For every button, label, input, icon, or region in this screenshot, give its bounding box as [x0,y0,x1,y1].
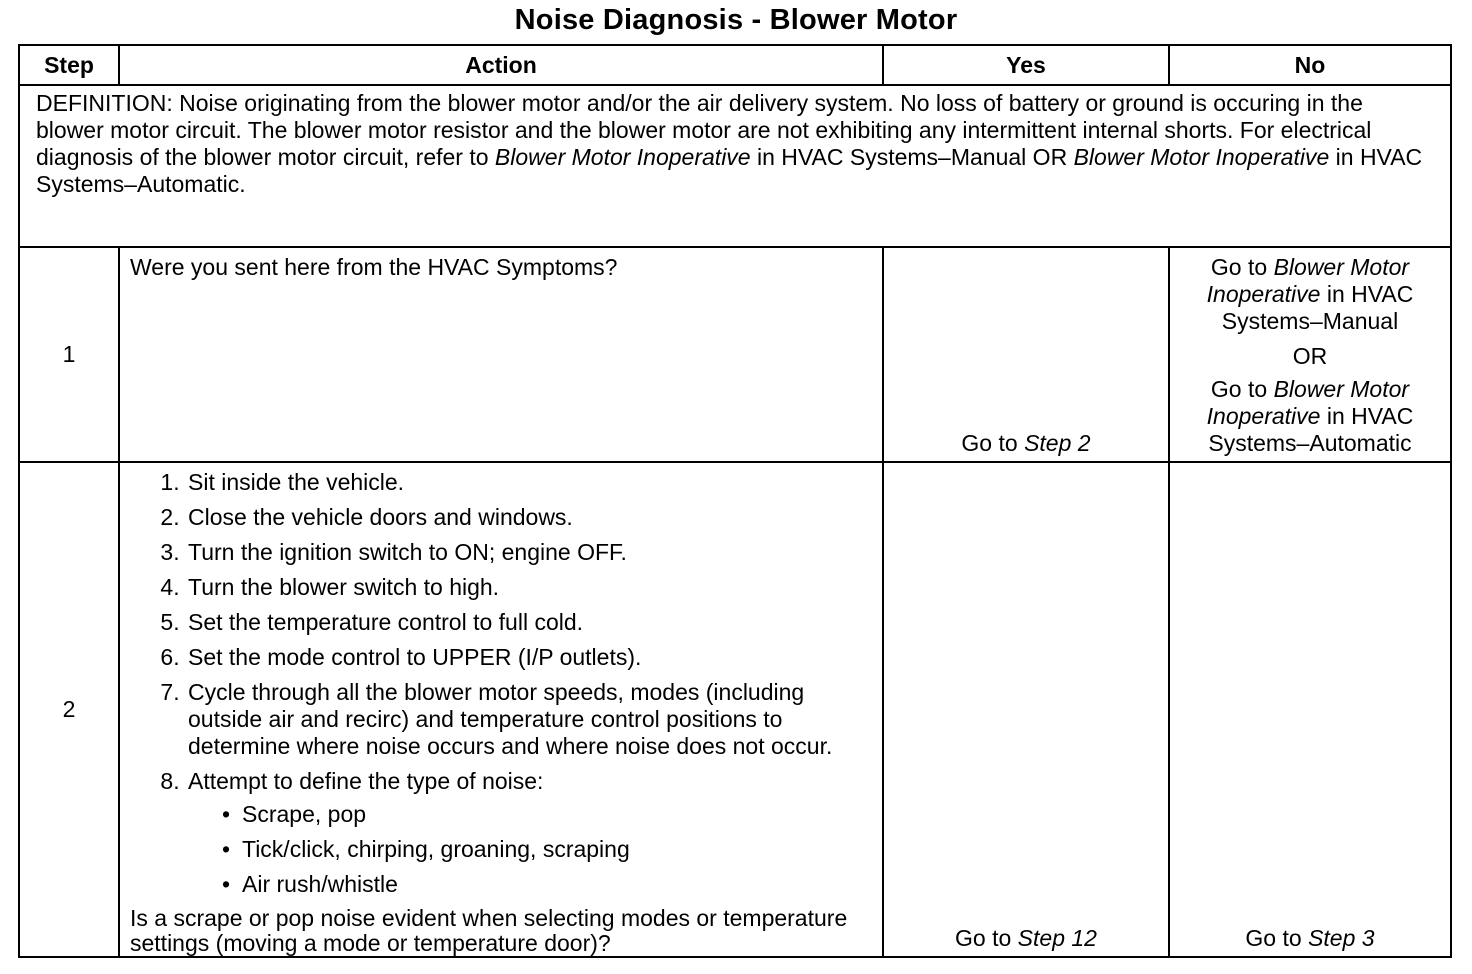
definition-text-mid: in HVAC Systems–Manual OR [750,144,1074,170]
noise-type-list [188,801,872,898]
definition-text-end: in HVAC Systems–Automatic. [36,144,1423,197]
procedure-step: 1. Sit inside the vehicle. [186,469,872,496]
action-cell [119,247,883,462]
no-ref: Blower Motor Inoperative [1206,376,1410,429]
procedure-step-text: Attempt to define the type of noise: [188,768,544,794]
step-question: Were you sent here from the HVAC Symptoms? [130,254,618,280]
no-or-label: OR [1292,343,1328,369]
definition-text: DEFINITION: Noise originating from the blower motor and/or the air delivery system. No loss of battery or ground is occuring in the blower motor circuit. The blower motor resistor and the blower motor are not exhibiting any intermittent internal shorts. For electrical diagnosis of the blower motor circuit, refer to [36,90,1372,170]
table-row-step-2 [19,462,1451,957]
yes-cell [883,462,1169,957]
procedure-step: 3. Turn the ignition switch to ON; engine OFF. [186,539,872,566]
header-yes: Yes [883,45,1169,85]
yes-cell [883,247,1169,462]
no-suffix: in HVAC Systems–Manual [1221,281,1414,334]
action-cell [119,462,883,957]
header-no: No [1169,45,1451,85]
procedure-steps [130,469,872,898]
yes-prefix: Go to [961,430,1025,456]
no-ref: Blower Motor Inoperative [1206,254,1410,307]
procedure-step: 2. Close the vehicle doors and windows. [186,504,872,531]
step-number: 2 [19,462,119,957]
header-action: Action [119,45,883,85]
step-question: Is a scrape or pop noise evident when selecting modes or temperature settings (moving a mode or temperature door)? [130,905,848,956]
yes-step-ref: Step 12 [1017,925,1097,951]
no-suffix: in HVAC Systems–Automatic [1208,403,1414,456]
no-prefix: Go to [1210,376,1274,402]
yes-prefix: Go to [955,925,1018,951]
step-number: 1 [19,247,119,462]
procedure-step [186,768,872,898]
definition-ref-manual: Blower Motor Inoperative [494,144,751,170]
no-option-manual [1178,254,1442,335]
no-option-automatic [1178,376,1442,457]
no-cell [1169,247,1451,462]
no-cell [1169,462,1451,957]
definition-row [19,85,1451,247]
page-title: Noise Diagnosis - Blower Motor [514,4,958,36]
no-step-ref: Step 3 [1308,925,1375,951]
noise-type-item: • Air rush/whistle [240,871,872,898]
no-prefix: Go to [1210,254,1274,280]
header-step: Step [19,45,119,85]
table-header-row [19,45,1451,85]
procedure-step: 7. Cycle through all the blower motor speeds, modes (including outside air and recirc) and temperature control positions to determine where noise occurs and where noise does not occur. [186,679,872,760]
noise-type-item: • Tick/click, chirping, groaning, scraping [240,836,872,863]
noise-type-item: • Scrape, pop [240,801,872,828]
diagnosis-table [18,44,1452,958]
procedure-step: 5. Set the temperature control to full cold. [186,609,872,636]
procedure-step: 4. Turn the blower switch to high. [186,574,872,601]
procedure-step: 6. Set the mode control to UPPER (I/P outlets). [186,644,872,671]
no-prefix: Go to [1245,925,1309,951]
yes-step-ref: Step 2 [1024,430,1091,456]
table-row-step-1 [19,247,1451,462]
definition-ref-automatic: Blower Motor Inoperative [1073,144,1330,170]
definition-cell [19,85,1451,247]
